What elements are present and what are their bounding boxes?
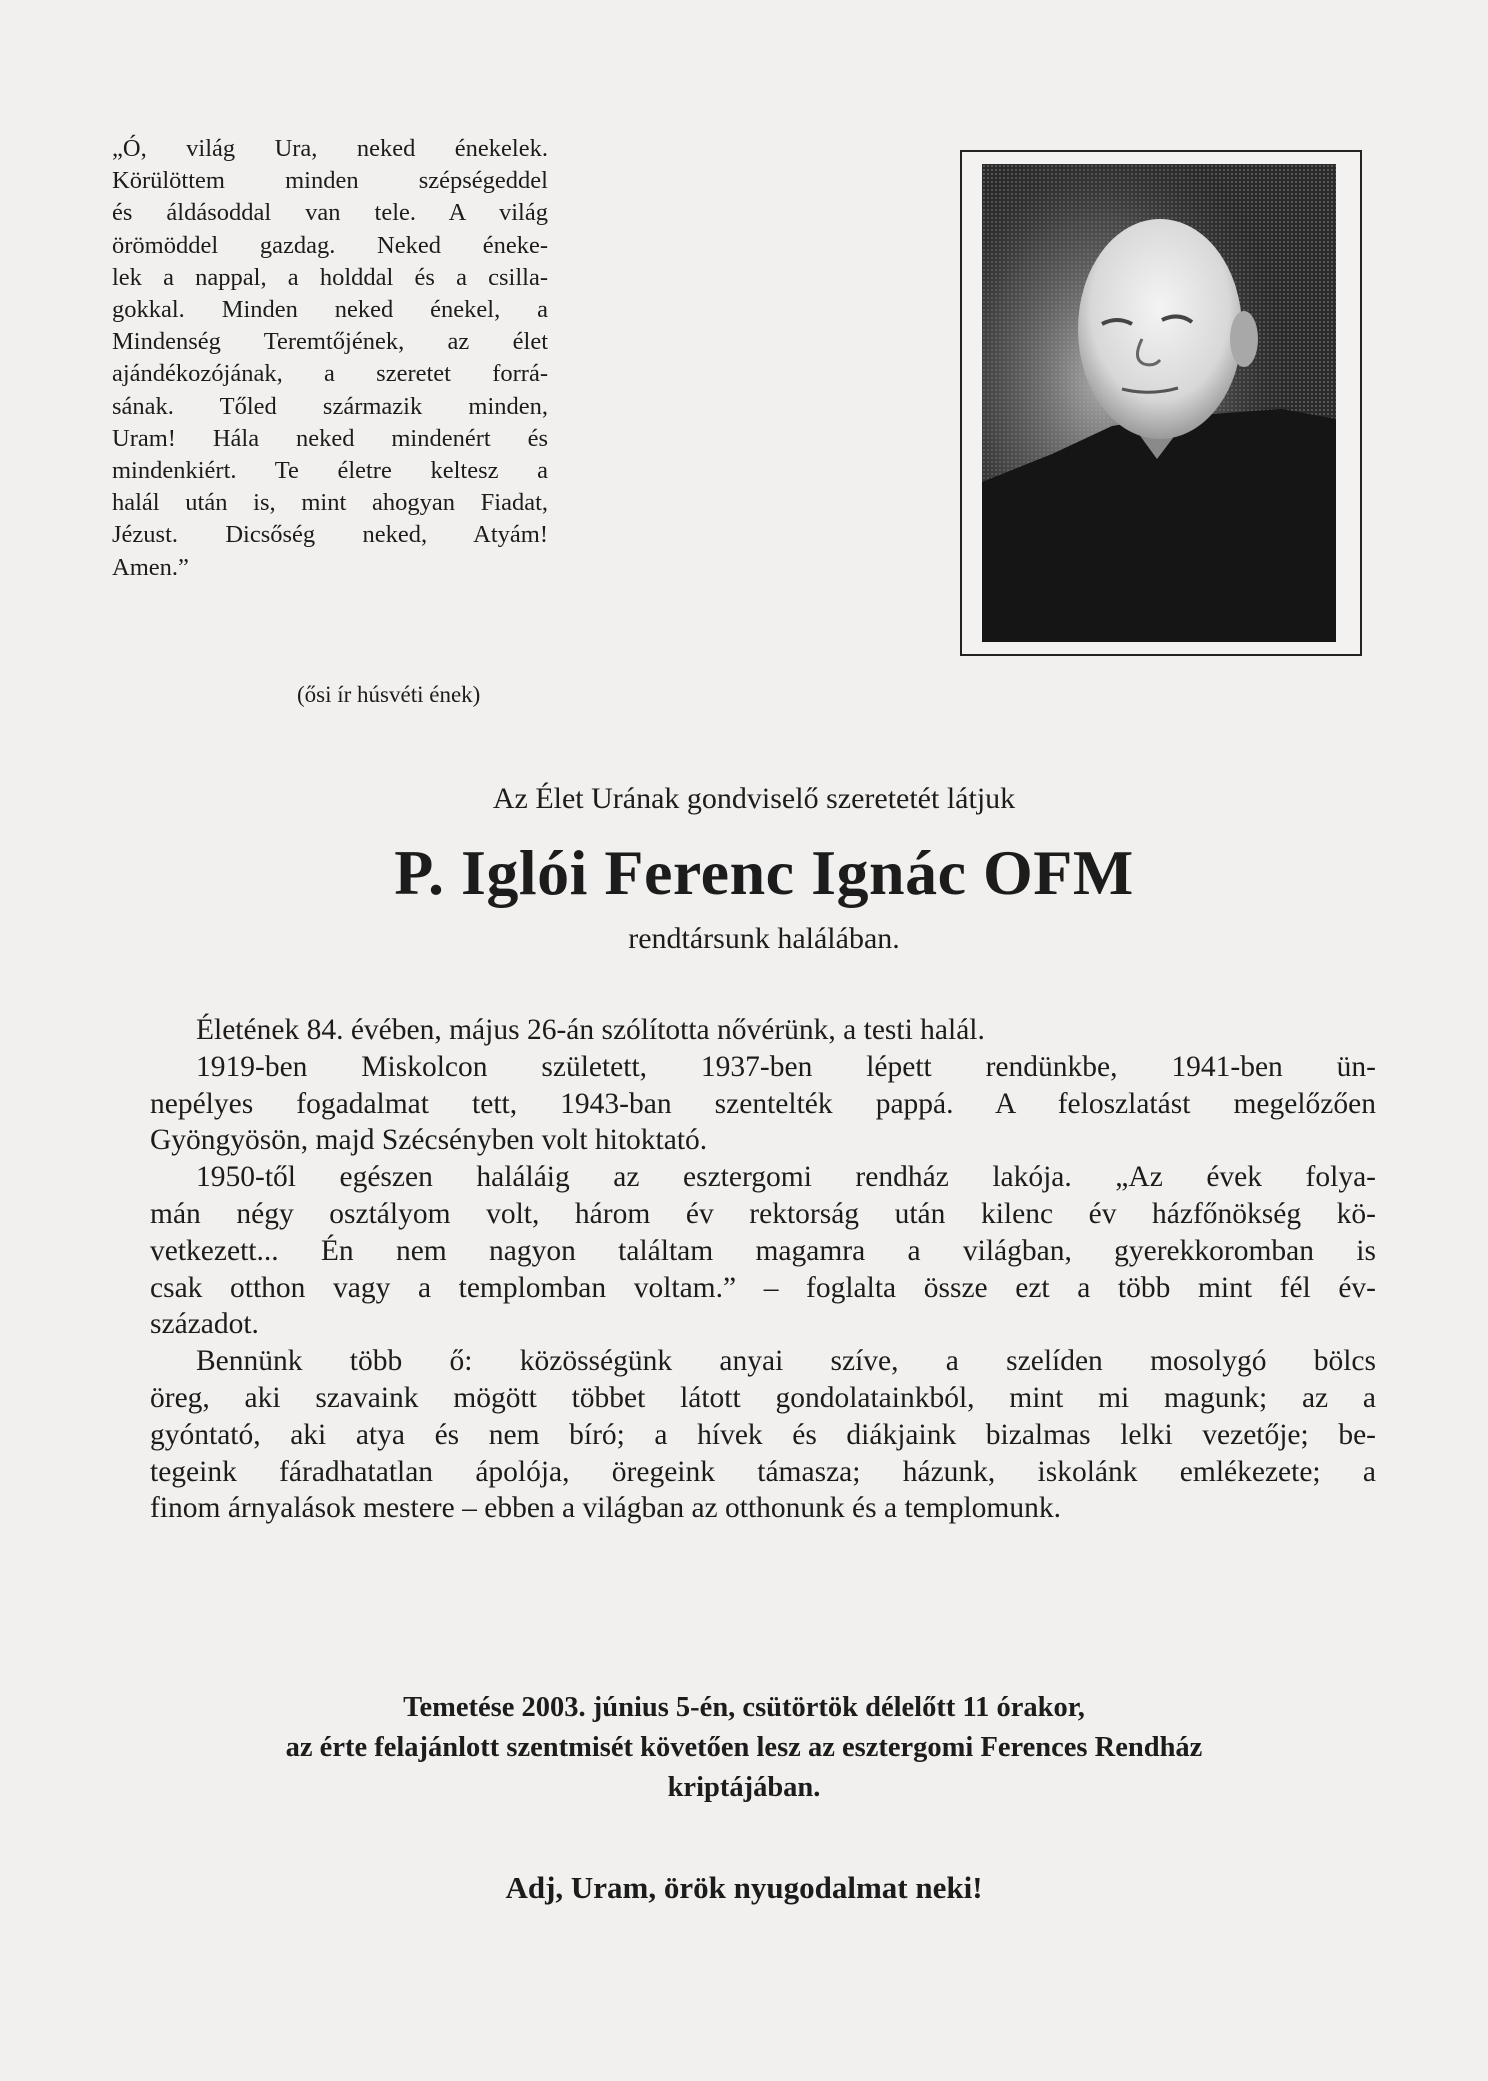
funeral-line: az érte felajánlott szentmisét követően lesz az esztergomi Ferences Rendház (285, 1732, 1203, 1763)
poem-line: Amen.” (112, 553, 189, 581)
poem-source: (ősi ír húsvéti ének) (297, 682, 481, 707)
body-line: vetkezett... Én nem nagyon találtam magamra a világban, gyerekkoromban is (150, 1234, 1376, 1267)
poem-line: ajándékozójának, a szeretet forrá- (112, 360, 548, 388)
portrait-frame (960, 150, 1362, 656)
funeral-line: Temetése 2003. június 5-én, csütörtök délelőtt 11 órakor, (403, 1692, 1085, 1723)
body-line: finom árnyalások mestere – ebben a világban az otthonunk és a templomunk. (150, 1492, 1061, 1525)
portrait-image (982, 164, 1336, 642)
poem-line: és áldásoddal van tele. A világ (112, 199, 548, 227)
body-line: századot. (150, 1308, 259, 1341)
body-line: mán négy osztályom volt, három év rektorság után kilenc év házfőnökség kö- (150, 1197, 1376, 1230)
body-line: 1919-ben Miskolcon született, 1937-ben lépett rendünkbe, 1941-ben ün- (196, 1050, 1376, 1083)
paragraph (150, 1049, 1376, 1159)
poem-line: Jézust. Dicsőség neked, Atyám! (112, 521, 548, 549)
poem-line: lek a nappal, a holddal és a csilla- (112, 263, 548, 291)
funeral-notice (0, 1688, 1488, 1808)
body-line: Bennünk több ő: közösségünk anyai szíve, a szelíden mosolygó bölcs (196, 1345, 1376, 1378)
farewell-prayer: Adj, Uram, örök nyugodalmat neki! (505, 1870, 983, 1905)
body-line: Gyöngyösön, majd Szécsényben volt hitoktató. (150, 1124, 708, 1157)
poem-line: „Ó, világ Ura, neked énekelek. (112, 135, 548, 162)
body-line: csak otthon vagy a templomban voltam.” – foglalta össze ezt a több mint fél év- (150, 1271, 1376, 1304)
poem-line: sának. Tőled származik minden, (112, 392, 548, 420)
poem-quote (112, 133, 548, 584)
poem-line: mindenkiért. Te életre keltesz a (112, 457, 548, 485)
body-line: Életének 84. évében, május 26-án szólította nővérünk, a testi halál. (196, 1014, 985, 1046)
subtitle-line: rendtársunk halálában. (628, 922, 900, 955)
paragraph (150, 1159, 1376, 1343)
body-line: 1950-től egészen haláláig az esztergomi rendház lakója. „Az évek folya- (196, 1161, 1376, 1194)
intro-line: Az Élet Urának gondviselő szeretetét látjuk (492, 782, 1016, 815)
poem-line: halál után is, mint ahogyan Fiadat, (112, 489, 548, 517)
poem-line: Körülöttem minden szépségeddel (112, 167, 548, 195)
poem-line: Uram! Hála neked mindenért és (112, 424, 548, 452)
poem-line: Mindenség Teremtőjének, az élet (112, 328, 548, 356)
portrait-photo (982, 164, 1336, 642)
body-line: gyóntató, aki atya és nem bíró; a hívek és diákjaink bizalmas lelki vezetője; be- (150, 1418, 1376, 1451)
funeral-line: kriptájában. (667, 1772, 821, 1803)
poem-line: gokkal. Minden neked énekel, a (112, 296, 548, 324)
body-line: öreg, aki szavaink mögött többet látott gondolatainkból, mint mi magunk; az a (150, 1381, 1376, 1414)
paragraph (150, 1012, 1376, 1049)
paragraph (150, 1343, 1376, 1527)
poem-line: örömöddel gazdag. Neked éneke- (112, 231, 548, 259)
biography (150, 1012, 1376, 1527)
body-line: tegeink fáradhatatlan ápolója, öregeink támasza; házunk, iskolánk emlékezete; a (150, 1455, 1376, 1488)
deceased-name: P. Iglói Ferenc Ignác OFM (394, 837, 1134, 908)
body-line: nepélyes fogadalmat tett, 1943-ban szentelték pappá. A feloszlatást megelőzően (150, 1087, 1376, 1120)
